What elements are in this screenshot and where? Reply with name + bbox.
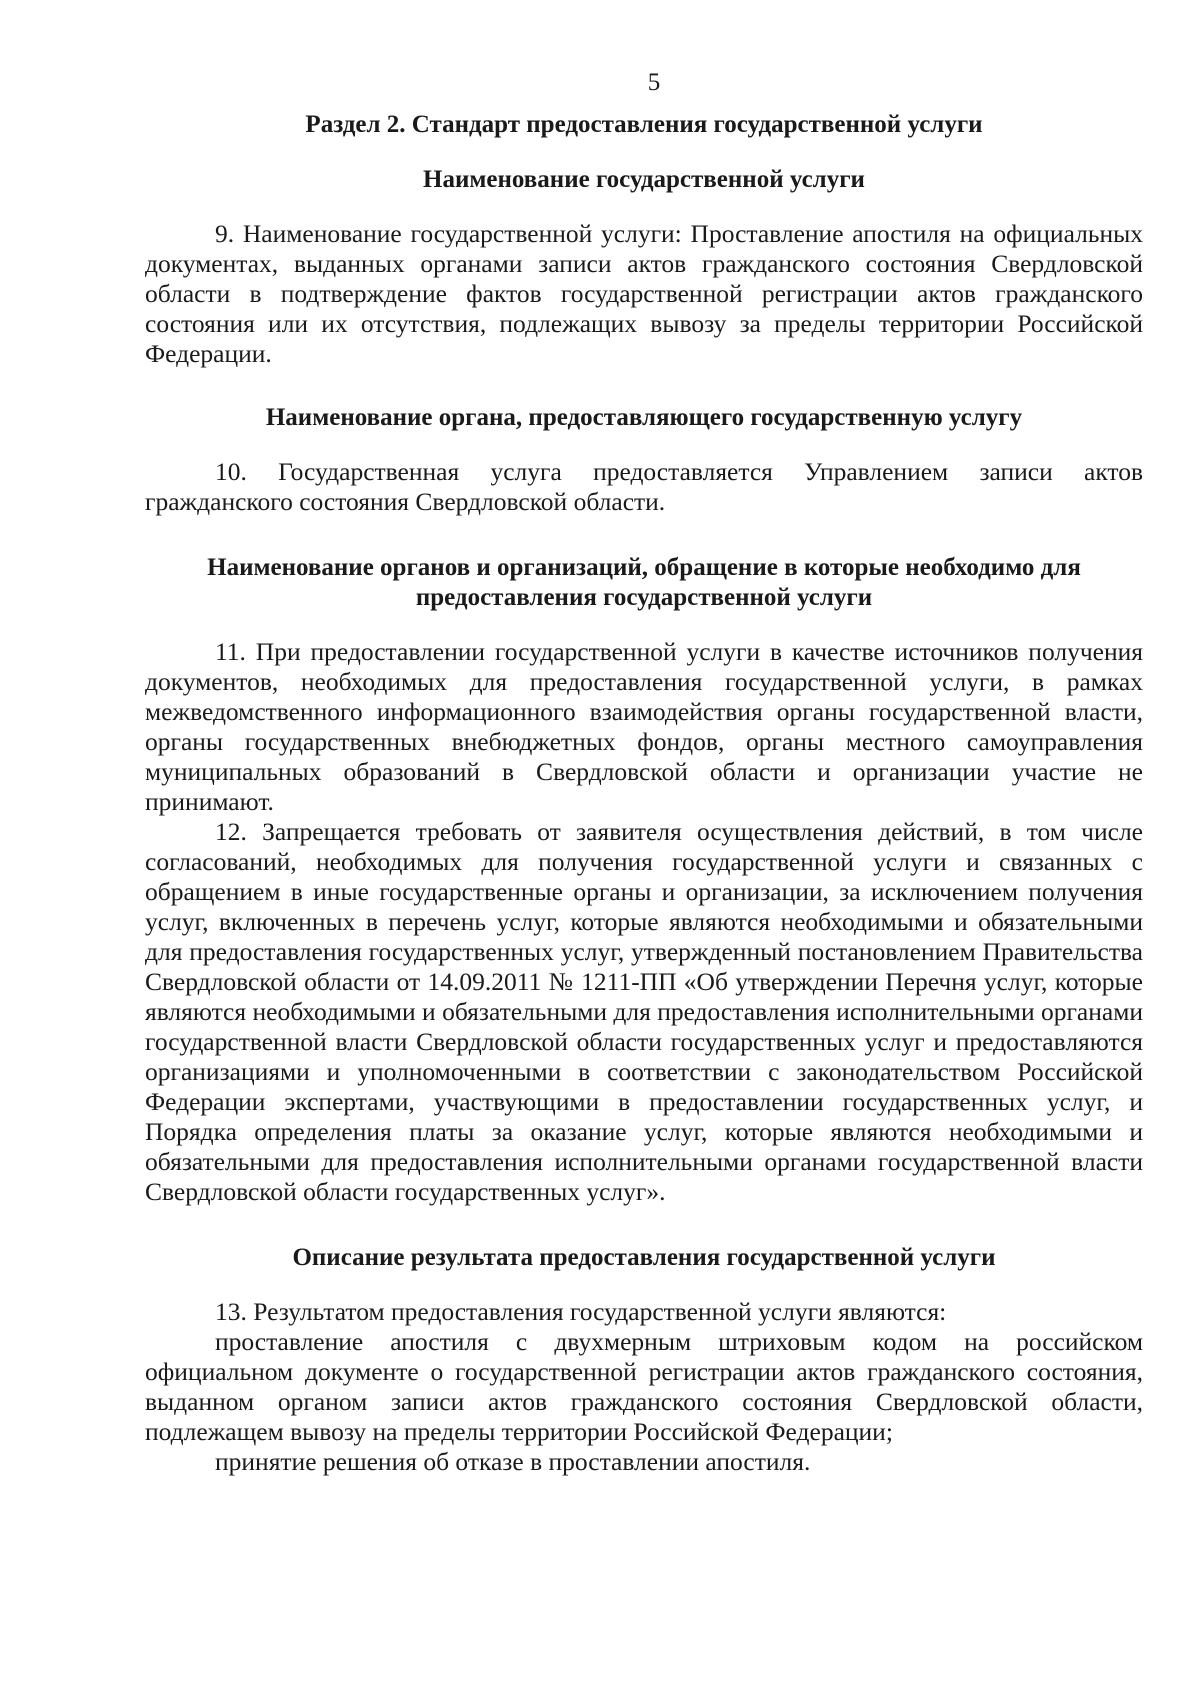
paragraph-11: 11. При предоставлении государственной услуги в качестве источников получения документов, необходимых для предоставления государственной услуги, в рамках межведомственного информационного взаимодействия органы государственной власти, органы государственных внебюджетных фондов, органы местного самоуправления муниципальных образований в Свердловской области и организации участие не принимают. [145, 637, 1143, 816]
paragraph-13: 13. Результатом предоставления государственной услуги являются: [215, 1297, 947, 1326]
paragraph-9: 9. Наименование государственной услуги: Проставление апостиля на официальных документах, выданных органами записи актов гражданского состояния Свердловской области в подтверждение фактов государственной регистрации актов гражданского состояния или их отсутствия, подлежащих вывозу за пределы территории Российской Федерации. [145, 219, 1143, 368]
page-number: 5 [647, 69, 661, 96]
heading-authority: Наименование органа, предоставляющего государственную услугу [265, 404, 1023, 431]
paragraph-10: 10. Государственная услуга предоставляется Управлением записи актов гражданского состояния Свердловской области. [145, 457, 1143, 516]
paragraph-12: 12. Запрещается требовать от заявителя осуществления действий, в том числе согласований, необходимых для получения государственной услуги и связанных с обращением в иные государственные органы и организации, за исключением получения услуг, включенных в перечень услуг, которые являются необходимыми и обязательными для предоставления государственных услуг, утвержденный постановлением Правительства Свердловской области от 14.09.2011 № 1211-ПП «Об утверждении Перечня услуг, которые являются необходимыми и обязательными для предоставления исполнительными органами государственной власти Свердловской области государственных услуг и предоставляются организациями и уполномоченными в соответствии с законодательством Российской Федерации экспертами, участвующими в предоставлении государственных услуг, и Порядка определения платы за оказание услуг, которые являются необходимыми и обязательными для предоставления исполнительными органами государственной власти Свердловской области государственных услуг». [145, 817, 1143, 1206]
heading-service-name: Наименование государственной услуги [423, 166, 865, 193]
paragraph-13-item-refusal: принятие решения об отказе в проставлении апостиля. [215, 1447, 811, 1476]
heading-result: Описание результата предоставления государственной услуги [292, 1244, 996, 1271]
paragraph-13-item-apostille: проставление апостиля с двухмерным штриховым кодом на российском официальном документе о государственной регистрации актов гражданского состояния, выданном органом записи актов гражданского состояния Свердловской области, подлежащем вывозу на пределы территории Российской Федерации; [145, 1327, 1143, 1446]
heading-organizations: Наименование органов и организаций, обращение в которые необходимо для предоставления государственной услуги [207, 554, 1081, 611]
section-title: Раздел 2. Стандарт предоставления государственной услуги [305, 111, 983, 138]
